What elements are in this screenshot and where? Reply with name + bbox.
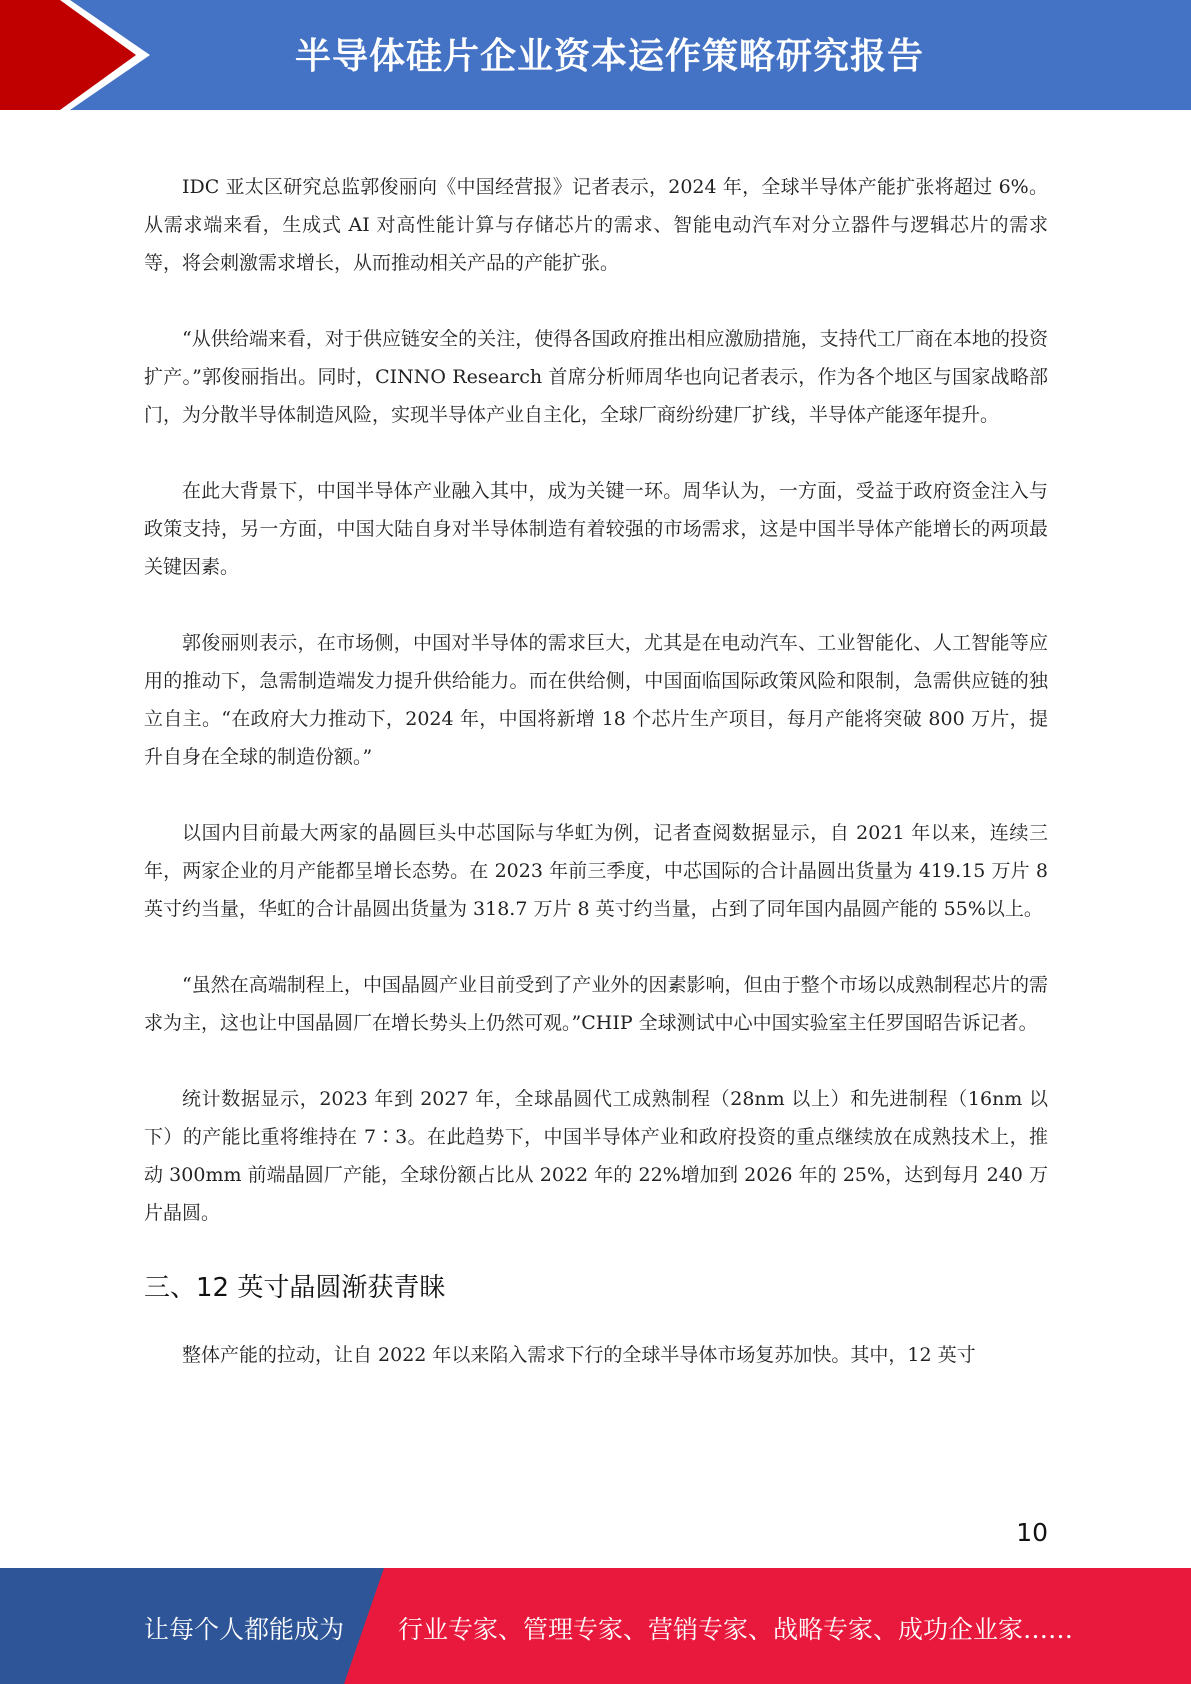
- paragraph: 郭俊丽则表示，在市场侧，中国对半导体的需求巨大，尤其是在电动汽车、工业智能化、人工智能等应用的推动下，急需制造端发力提升供给能力。而在供给侧，中国面临国际政策风险和限制，急需供应链的独立自主。“在政府大力推动下，2024 年，中国将新增 18 个芯片生产项目，每月产能将突破 800 万片，提升自身在全球的制造份额。”: [144, 632, 1048, 768]
- paragraph: 以国内目前最大两家的晶圆巨头中芯国际与华虹为例，记者查阅数据显示，自 2021 年以来，连续三年，两家企业的月产能都呈增长态势。在 2023 年前三季度，中芯国际的合计晶圆出货量为 419.15 万片 8 英寸约当量，华虹的合计晶圆出货量为 318.7 万片 8 英寸约当量，占到了同年国内晶圆产能的 55%以上。: [144, 822, 1048, 920]
- page-footer: [0, 1568, 1191, 1684]
- paragraph: “从供给端来看，对于供应链安全的关注，使得各国政府推出相应激励措施，支持代工厂商在本地的投资扩产。”郭俊丽指出。同时，CINNO Research 首席分析师周华也向记者表示，作为各个地区与国家战略部门，为分散半导体制造风险，实现半导体产业自主化，全球厂商纷纷建厂扩线，半导体产能逐年提升。: [144, 328, 1048, 426]
- section-heading: 三、12 英寸晶圆渐获青睐: [144, 1273, 446, 1303]
- footer-slogan-left: 让每个人都能成为: [144, 1615, 345, 1644]
- paragraph: 整体产能的拉动，让自 2022 年以来陷入需求下行的全球半导体市场复苏加快。其中，12 英寸: [182, 1344, 976, 1366]
- paragraph: 在此大背景下，中国半导体产业融入其中，成为关键一环。周华认为，一方面，受益于政府资金注入与政策支持，另一方面，中国大陆自身对半导体制造有着较强的市场需求，这是中国半导体产能增长的两项最关键因素。: [144, 480, 1048, 578]
- main-content: [144, 168, 1048, 1412]
- report-title: 半导体硅片企业资本运作策略研究报告: [295, 36, 925, 77]
- paragraph: “虽然在高端制程上，中国晶圆产业目前受到了产业外的因素影响，但由于整个市场以成熟制程芯片的需求为主，这也让中国晶圆厂在增长势头上仍然可观。”CHIP 全球测试中心中国实验室主任罗国昭告诉记者。: [144, 974, 1048, 1034]
- page-number: 10: [1016, 1518, 1048, 1547]
- paragraph: IDC 亚太区研究总监郭俊丽向《中国经营报》记者表示，2024 年，全球半导体产能扩张将超过 6%。从需求端来看，生成式 AI 对高性能计算与存储芯片的需求、智能电动汽车对分立器件与逻辑芯片的需求等，将会刺激需求增长，从而推动相关产品的产能扩张。: [144, 176, 1048, 274]
- page-header: [0, 0, 1191, 110]
- footer-slogan-right: 行业专家、管理专家、营销专家、战略专家、成功企业家……: [398, 1615, 1074, 1644]
- paragraph: 统计数据显示，2023 年到 2027 年，全球晶圆代工成熟制程（28nm 以上）和先进制程（16nm 以下）的产能比重将维持在 7∶3。在此趋势下，中国半导体产业和政府投资的重点继续放在成熟技术上，推动 300mm 前端晶圆厂产能，全球份额占比从 2022 年的 22%增加到 2026 年的 25%，达到每月 240 万片晶圆。: [144, 1088, 1048, 1224]
